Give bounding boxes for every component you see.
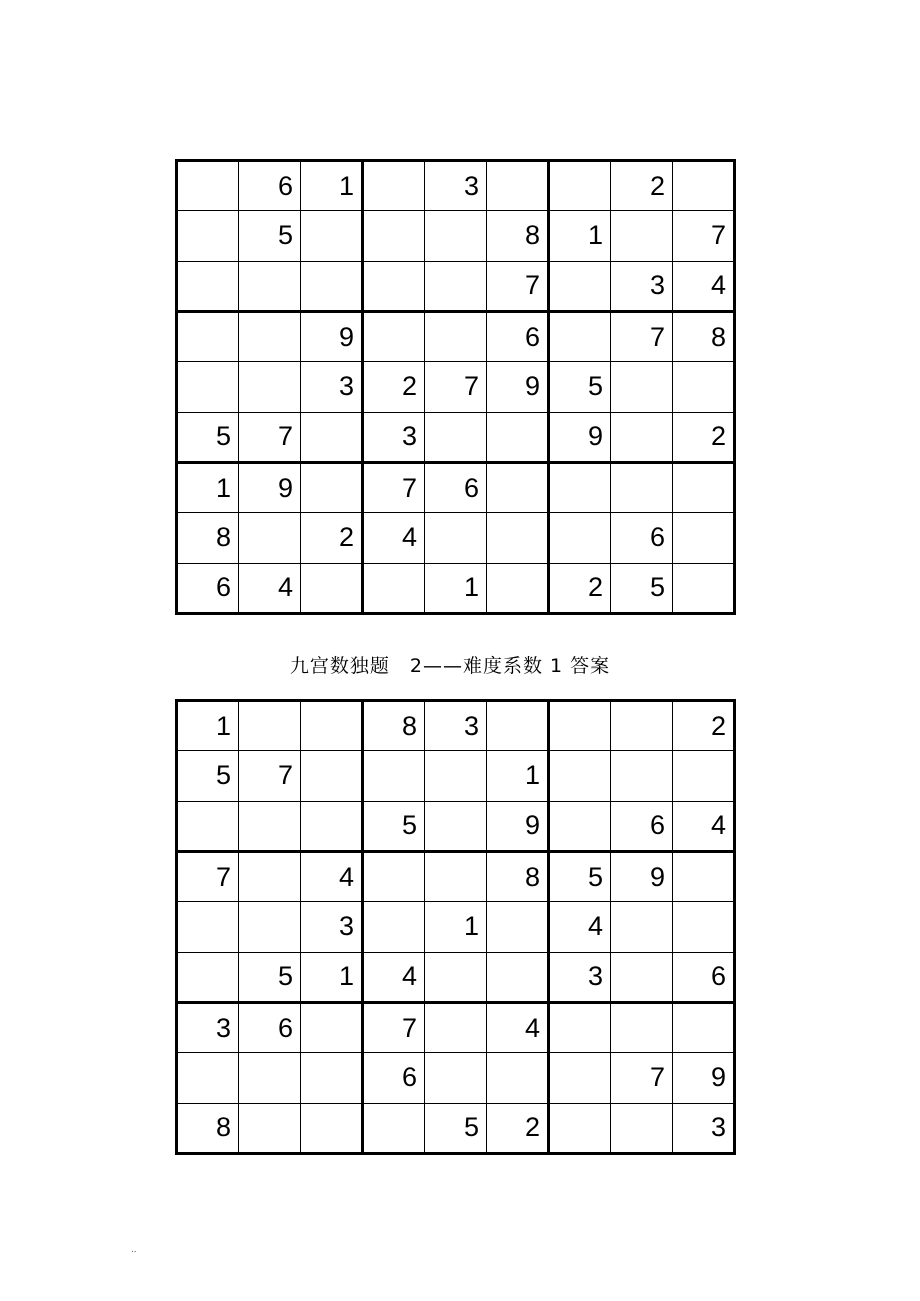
grid-row bbox=[177, 1103, 735, 1153]
grid-cell bbox=[487, 563, 549, 613]
grid-cell bbox=[363, 751, 425, 801]
grid-cell bbox=[363, 851, 425, 901]
grid-cell: 9 bbox=[239, 462, 301, 512]
grid-cell: 9 bbox=[487, 801, 549, 851]
grid-cell: 5 bbox=[177, 751, 239, 801]
sudoku-grid-bottom-body bbox=[177, 701, 735, 1154]
grid-cell bbox=[611, 211, 673, 261]
grid-cell: 5 bbox=[177, 412, 239, 462]
grid-cell: 9 bbox=[673, 1053, 735, 1103]
grid-cell bbox=[301, 701, 363, 751]
grid-cell: 7 bbox=[487, 261, 549, 311]
grid-row bbox=[177, 362, 735, 412]
grid-cell: 5 bbox=[549, 851, 611, 901]
grid-cell bbox=[611, 462, 673, 512]
grid-cell: 2 bbox=[673, 412, 735, 462]
grid-cell bbox=[549, 462, 611, 512]
grid-cell: 7 bbox=[239, 751, 301, 801]
grid-cell bbox=[363, 563, 425, 613]
grid-cell: 2 bbox=[487, 1103, 549, 1153]
grid-row bbox=[177, 701, 735, 751]
grid-cell: 7 bbox=[673, 211, 735, 261]
grid-cell: 2 bbox=[611, 161, 673, 211]
grid-cell: 8 bbox=[673, 311, 735, 361]
grid-cell: 7 bbox=[177, 851, 239, 901]
sudoku-grid-bottom bbox=[175, 699, 736, 1155]
grid-cell: 6 bbox=[425, 462, 487, 512]
grid-cell bbox=[549, 311, 611, 361]
grid-row bbox=[177, 751, 735, 801]
grid-cell bbox=[673, 362, 735, 412]
grid-cell: 7 bbox=[239, 412, 301, 462]
grid-cell: 3 bbox=[425, 701, 487, 751]
grid-cell: 3 bbox=[177, 1002, 239, 1052]
grid-cell bbox=[177, 311, 239, 361]
grid-cell bbox=[177, 362, 239, 412]
grid-row bbox=[177, 161, 735, 211]
grid-cell bbox=[673, 751, 735, 801]
grid-cell bbox=[549, 1053, 611, 1103]
grid-cell bbox=[239, 851, 301, 901]
grid-cell bbox=[363, 902, 425, 952]
grid-cell: 3 bbox=[673, 1103, 735, 1153]
grid-cell: 9 bbox=[549, 412, 611, 462]
grid-cell bbox=[239, 362, 301, 412]
grid-cell bbox=[487, 513, 549, 563]
grid-cell bbox=[673, 563, 735, 613]
grid-cell: 8 bbox=[177, 513, 239, 563]
grid-cell: 1 bbox=[301, 952, 363, 1002]
grid-cell: 4 bbox=[487, 1002, 549, 1052]
grid-cell: 9 bbox=[487, 362, 549, 412]
grid-cell bbox=[239, 513, 301, 563]
grid-cell bbox=[301, 462, 363, 512]
grid-cell: 5 bbox=[239, 211, 301, 261]
grid-cell: 3 bbox=[363, 412, 425, 462]
grid-cell: 1 bbox=[425, 563, 487, 613]
grid-cell bbox=[611, 952, 673, 1002]
grid-cell bbox=[425, 952, 487, 1002]
grid-cell bbox=[177, 161, 239, 211]
grid-cell: 4 bbox=[239, 563, 301, 613]
puzzle-caption: 九宫数独题 2——难度系数 1 答案 bbox=[289, 655, 611, 677]
grid-cell: 2 bbox=[549, 563, 611, 613]
grid-cell: 6 bbox=[239, 1002, 301, 1052]
grid-cell bbox=[239, 801, 301, 851]
grid-row bbox=[177, 412, 735, 462]
grid-cell bbox=[177, 801, 239, 851]
grid-cell: 3 bbox=[549, 952, 611, 1002]
grid-cell: 6 bbox=[177, 563, 239, 613]
grid-cell: 6 bbox=[363, 1053, 425, 1103]
grid-cell bbox=[673, 902, 735, 952]
grid-cell bbox=[549, 751, 611, 801]
grid-cell bbox=[425, 311, 487, 361]
grid-cell bbox=[425, 851, 487, 901]
grid-cell bbox=[549, 161, 611, 211]
grid-row bbox=[177, 211, 735, 261]
grid-cell bbox=[549, 513, 611, 563]
footer-mark: .. bbox=[131, 1244, 137, 1255]
grid-cell bbox=[487, 1053, 549, 1103]
sudoku-grid-top-body bbox=[177, 161, 735, 614]
grid-cell bbox=[177, 261, 239, 311]
grid-cell: 2 bbox=[301, 513, 363, 563]
grid-cell bbox=[239, 1103, 301, 1153]
grid-cell bbox=[611, 1103, 673, 1153]
grid-cell bbox=[425, 751, 487, 801]
grid-cell bbox=[425, 412, 487, 462]
grid-cell: 7 bbox=[611, 311, 673, 361]
grid-cell: 7 bbox=[363, 1002, 425, 1052]
grid-cell bbox=[301, 412, 363, 462]
grid-cell bbox=[673, 161, 735, 211]
grid-cell bbox=[611, 412, 673, 462]
grid-cell: 8 bbox=[487, 851, 549, 901]
grid-cell bbox=[487, 701, 549, 751]
grid-row bbox=[177, 462, 735, 512]
grid-cell bbox=[487, 161, 549, 211]
grid-cell bbox=[239, 701, 301, 751]
grid-cell bbox=[549, 261, 611, 311]
grid-row bbox=[177, 311, 735, 361]
grid-cell bbox=[487, 902, 549, 952]
grid-cell bbox=[301, 563, 363, 613]
grid-row bbox=[177, 851, 735, 901]
grid-cell: 4 bbox=[549, 902, 611, 952]
grid-cell bbox=[363, 1103, 425, 1153]
grid-cell bbox=[425, 1002, 487, 1052]
grid-cell bbox=[301, 801, 363, 851]
grid-cell bbox=[611, 362, 673, 412]
grid-cell bbox=[239, 1053, 301, 1103]
grid-cell: 3 bbox=[425, 161, 487, 211]
grid-cell bbox=[363, 311, 425, 361]
grid-cell bbox=[487, 412, 549, 462]
grid-row bbox=[177, 952, 735, 1002]
grid-cell: 4 bbox=[363, 952, 425, 1002]
grid-cell bbox=[673, 851, 735, 901]
grid-cell bbox=[239, 311, 301, 361]
grid-cell bbox=[549, 801, 611, 851]
grid-cell: 8 bbox=[363, 701, 425, 751]
grid-cell: 3 bbox=[301, 362, 363, 412]
grid-cell: 4 bbox=[301, 851, 363, 901]
grid-cell: 4 bbox=[673, 801, 735, 851]
grid-cell bbox=[611, 701, 673, 751]
grid-row bbox=[177, 902, 735, 952]
grid-cell bbox=[177, 952, 239, 1002]
grid-cell: 2 bbox=[673, 701, 735, 751]
grid-cell bbox=[673, 1002, 735, 1052]
grid-cell: 5 bbox=[611, 563, 673, 613]
grid-cell bbox=[301, 1053, 363, 1103]
grid-cell: 6 bbox=[611, 513, 673, 563]
grid-row bbox=[177, 1002, 735, 1052]
grid-cell bbox=[425, 261, 487, 311]
grid-cell bbox=[611, 902, 673, 952]
grid-cell bbox=[301, 1103, 363, 1153]
grid-cell: 8 bbox=[487, 211, 549, 261]
grid-cell: 7 bbox=[611, 1053, 673, 1103]
grid-cell bbox=[177, 1053, 239, 1103]
grid-cell bbox=[363, 211, 425, 261]
grid-cell bbox=[301, 211, 363, 261]
grid-cell bbox=[673, 462, 735, 512]
grid-cell: 6 bbox=[611, 801, 673, 851]
grid-cell bbox=[425, 211, 487, 261]
grid-cell: 4 bbox=[673, 261, 735, 311]
grid-row bbox=[177, 261, 735, 311]
grid-cell: 5 bbox=[549, 362, 611, 412]
grid-cell: 9 bbox=[301, 311, 363, 361]
grid-cell: 3 bbox=[611, 261, 673, 311]
grid-cell bbox=[673, 513, 735, 563]
grid-cell bbox=[363, 261, 425, 311]
grid-cell: 7 bbox=[425, 362, 487, 412]
grid-cell bbox=[549, 701, 611, 751]
grid-cell bbox=[363, 161, 425, 211]
grid-cell: 1 bbox=[487, 751, 549, 801]
grid-cell: 7 bbox=[363, 462, 425, 512]
grid-cell: 9 bbox=[611, 851, 673, 901]
grid-cell: 5 bbox=[239, 952, 301, 1002]
grid-row bbox=[177, 1053, 735, 1103]
grid-cell bbox=[177, 902, 239, 952]
grid-cell: 2 bbox=[363, 362, 425, 412]
grid-cell: 1 bbox=[425, 902, 487, 952]
grid-cell: 6 bbox=[239, 161, 301, 211]
grid-cell bbox=[487, 952, 549, 1002]
grid-cell bbox=[611, 751, 673, 801]
grid-cell: 6 bbox=[487, 311, 549, 361]
grid-cell bbox=[611, 1002, 673, 1052]
grid-cell: 1 bbox=[177, 701, 239, 751]
grid-cell bbox=[425, 1053, 487, 1103]
grid-cell: 4 bbox=[363, 513, 425, 563]
grid-cell: 3 bbox=[301, 902, 363, 952]
grid-cell bbox=[239, 261, 301, 311]
grid-cell: 1 bbox=[301, 161, 363, 211]
grid-cell: 8 bbox=[177, 1103, 239, 1153]
grid-row bbox=[177, 513, 735, 563]
grid-cell: 6 bbox=[673, 952, 735, 1002]
grid-cell bbox=[301, 1002, 363, 1052]
grid-cell bbox=[177, 211, 239, 261]
grid-cell: 5 bbox=[425, 1103, 487, 1153]
grid-cell bbox=[425, 513, 487, 563]
grid-cell bbox=[239, 902, 301, 952]
grid-cell bbox=[301, 751, 363, 801]
grid-cell bbox=[301, 261, 363, 311]
grid-cell bbox=[425, 801, 487, 851]
sudoku-grid-top bbox=[175, 159, 736, 615]
grid-cell: 5 bbox=[363, 801, 425, 851]
grid-cell: 1 bbox=[549, 211, 611, 261]
grid-cell bbox=[549, 1103, 611, 1153]
grid-cell bbox=[549, 1002, 611, 1052]
grid-cell bbox=[487, 462, 549, 512]
grid-cell: 1 bbox=[177, 462, 239, 512]
grid-row bbox=[177, 563, 735, 613]
grid-row bbox=[177, 801, 735, 851]
